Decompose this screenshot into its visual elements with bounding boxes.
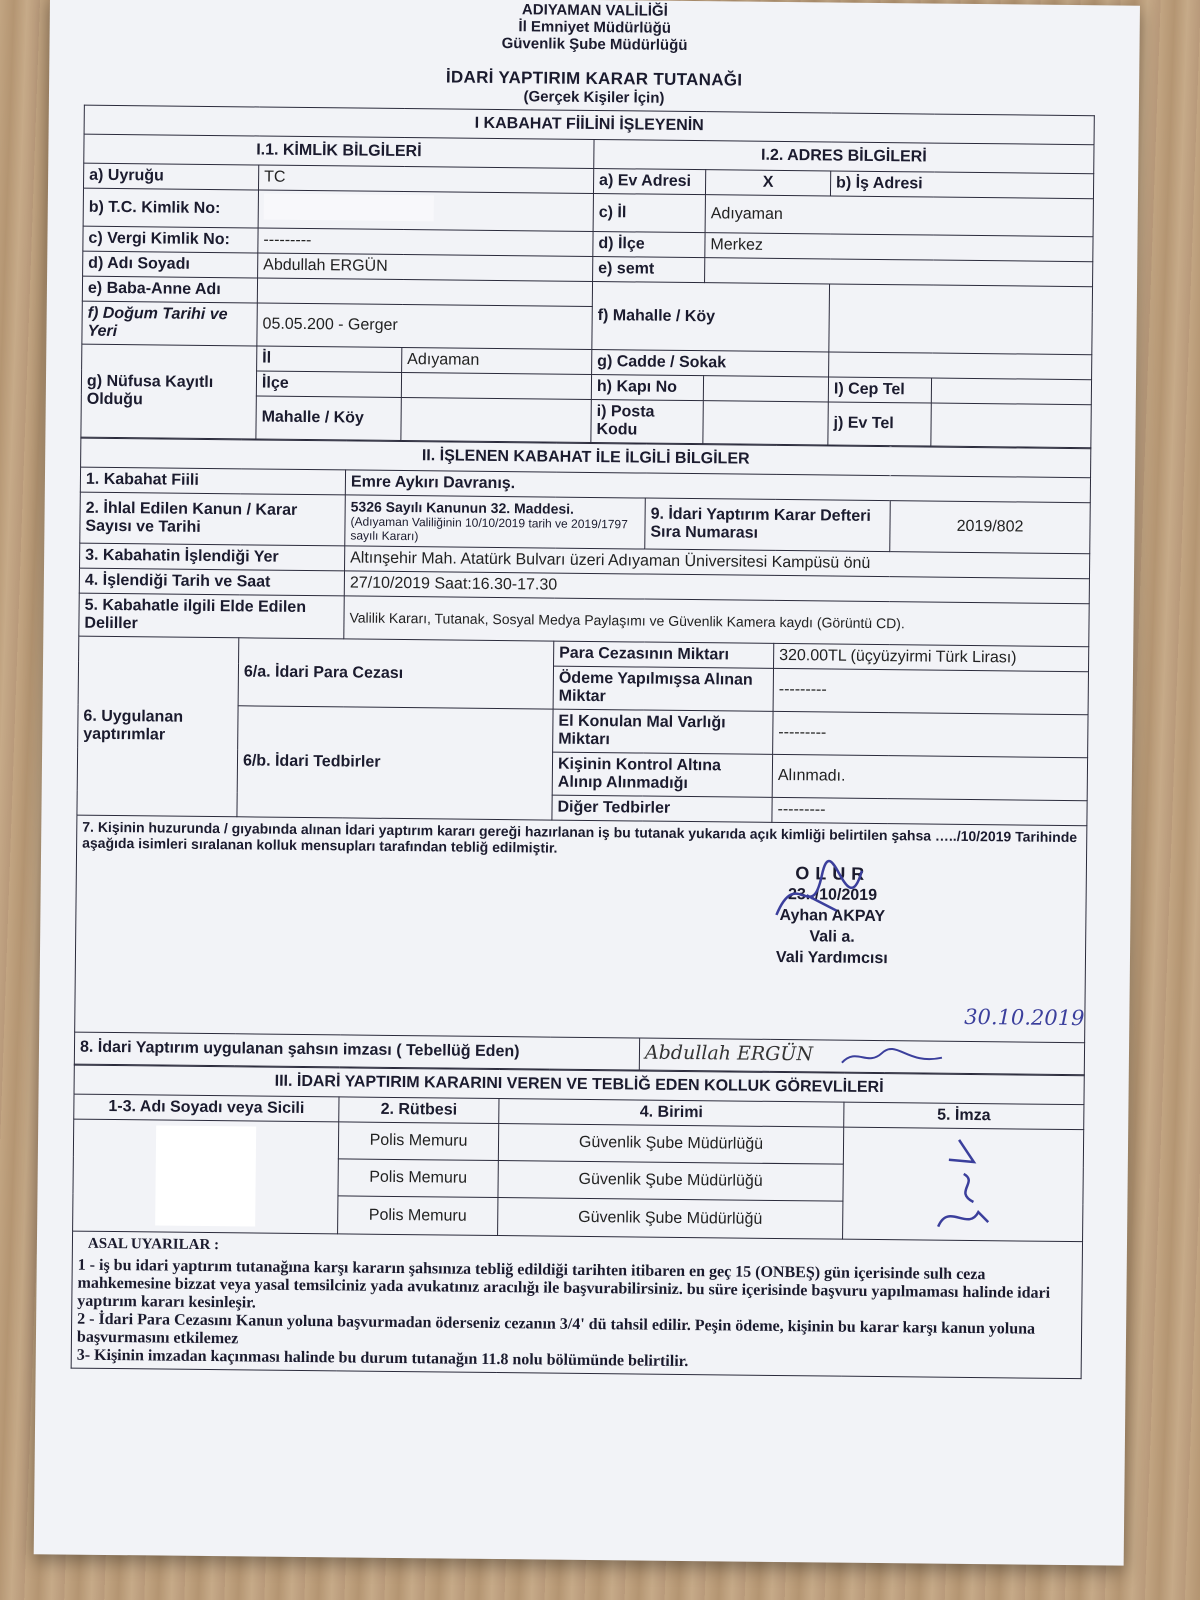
- province-value: Adıyaman: [705, 195, 1093, 237]
- warning-item: 1 - iş bu idari yaptırım tutanağına karşı kararın şahsınıza tebliğ edildiği tarihten itibaren en geç 15 (ONBEŞ) gün içerisinde sulh ceza mahkemesine bizzat veya yasal temsilciniz yada avukatınız aracılığı ile başvurabilirsiniz. bu süre içerisinde başvuru yapılmaması halinde idari yaptırım kararı kesinleşir.: [77, 1256, 1051, 1312]
- work-address-label: b) İş Adresi: [830, 171, 1093, 199]
- tc-id-value: [258, 190, 593, 232]
- registry-label: g) Nüfusa Kayıtlı Olduğu: [81, 344, 257, 439]
- offence-date-value: 27/10/2019 Saat:16.30-17.30: [344, 571, 1089, 604]
- paid-amount-label: Ödeme Yapılmışsa Alınan Miktar: [553, 666, 773, 711]
- registry-district-label: İlçe: [256, 371, 401, 398]
- officer-unit-header: 4. Birimi: [499, 1098, 844, 1127]
- registry-province-value: Adıyaman: [402, 347, 592, 374]
- document-subtitle: (Gerçek Kişiler İçin): [523, 88, 665, 107]
- other-measures-value: ---------: [772, 797, 1087, 825]
- officer-signature-marks: [918, 1131, 1009, 1232]
- law-cell: [345, 495, 646, 549]
- postal-code-label: i) Posta Kodu: [591, 399, 703, 443]
- mobile-phone-value: [931, 378, 1091, 405]
- custody-value: Alınmadı.: [772, 754, 1088, 800]
- officer-rank-header: 2. Rütbesi: [339, 1097, 499, 1124]
- registry-province-label: İl: [257, 346, 402, 373]
- officer-unit: Güvenlik Şube Müdürlüğü: [498, 1123, 843, 1164]
- approval-stamp: [776, 863, 889, 969]
- approval-name: Ayhan AKPAY: [779, 906, 886, 926]
- officer-signature-header: 5. İmza: [844, 1102, 1084, 1130]
- officer-name-header: 1-3. Adı Soyadı veya Sicili: [74, 1094, 339, 1122]
- fine-label: 6/a. İdari Para Cezası: [238, 638, 554, 709]
- home-phone-value: [931, 403, 1092, 448]
- tc-id-label: b) T.C. Kimlik No:: [83, 188, 258, 228]
- officer-rank: Polis Memuru: [338, 1196, 498, 1235]
- address-title: I.2. ADRES BİLGİLERİ: [594, 139, 1094, 173]
- full-name-value: Abdullah ERGÜN: [258, 253, 593, 282]
- offence-place-value: Altınşehir Mah. Atatürk Bulvarı üzeri Adıyaman Üniversitesi Kampüsü önü: [345, 546, 1090, 579]
- seized-assets-label: El Konulan Mal Varlığı Miktarı: [553, 709, 773, 754]
- birth-label: f) Doğum Tarihi ve Yeri: [82, 301, 257, 346]
- district-value: Merkez: [705, 233, 1093, 262]
- birth-value: 05.05.200 - Gerger: [257, 303, 592, 350]
- paid-amount-value: ---------: [773, 668, 1089, 714]
- notification-text: 7. Kişinin huzurunda / gıyabında alınan İdari yaptırım kararı gereği hazırlanan iş bu tutanak yukarıda açık kimliği belirtilen şahsa …../10/2019 Tarihinde aşağıda isimleri sıralanan kolluk mensupları tarafından tebliğ edilmiştir.: [82, 818, 1078, 856]
- street-label: g) Cadde / Sokak: [592, 349, 829, 376]
- home-address-mark: X: [705, 170, 830, 196]
- receiver-signature: [837, 1044, 947, 1069]
- custody-label: Kişinin Kontrol Altına Alınıp Alınmadığı: [552, 752, 772, 797]
- officer-unit: Güvenlik Şube Müdürlüğü: [498, 1198, 843, 1239]
- approval-title: Vali Yardımcısı: [775, 948, 888, 968]
- receiver-signature-cell: [639, 1038, 1084, 1074]
- offence-value: Emre Aykırı Davranış.: [345, 470, 1090, 503]
- approval-date: 23../10/2019: [787, 886, 878, 905]
- header-security-branch: Güvenlik Şube Müdürlüğü: [501, 35, 688, 54]
- officer-rank: Polis Memuru: [338, 1122, 498, 1161]
- section-2-title: II. İŞLENEN KABAHAT İLE İLGİLİ BİLGİLER: [81, 438, 1091, 478]
- evidence-value: Valilik Kararı, Tutanak, Sosyal Medya Paylaşımı ve Güvenlik Kamera kaydı (Görüntü CD).: [344, 596, 1089, 647]
- mahalle-label: f) Mahalle / Köy: [592, 281, 830, 351]
- other-measures-label: Diğer Tedbirler: [552, 795, 772, 822]
- registry-mahalle-label: Mahalle / Köy: [256, 396, 401, 441]
- fine-amount-label: Para Cezasının Miktarı: [554, 641, 774, 668]
- officer-rank: Polis Memuru: [338, 1159, 498, 1198]
- parents-value: [257, 278, 592, 307]
- section-3-table: [71, 1064, 1085, 1379]
- measures-label: 6/b. İdari Tedbirler: [237, 706, 553, 820]
- document-header: [49, 0, 1140, 112]
- redacted-block: [155, 1126, 256, 1227]
- seized-assets-value: ---------: [773, 711, 1089, 757]
- tax-id-value: ---------: [258, 228, 593, 257]
- mahalle-value: [829, 284, 1093, 355]
- law-label: 2. İhlal Edilen Kanun / Karar Sayısı ve Tarihi: [80, 492, 346, 546]
- postal-code-value: [703, 401, 828, 445]
- neighbourhood-semt-label: e) semt: [593, 256, 705, 282]
- receiver-signature-label: 8. İdari Yaptırım uygulanan şahsın imzası ( Tebellüğ Eden): [74, 1032, 639, 1070]
- home-phone-label: j) Ev Tel: [828, 402, 931, 446]
- officer-unit: Güvenlik Şube Müdürlüğü: [498, 1161, 843, 1202]
- receiver-signature-name: Abdullah ERGÜN: [644, 1041, 814, 1066]
- document-page: [34, 0, 1140, 1566]
- offence-label: 1. Kabahat Fiili: [80, 467, 345, 495]
- warnings-box: [71, 1231, 1082, 1379]
- evidence-label: 5. Kabahatle ilgili Elde Edilen Deliller: [79, 593, 344, 639]
- nationality-label: a) Uyruğu: [84, 163, 259, 190]
- street-value: [829, 352, 1092, 380]
- approval-role: Vali a.: [809, 928, 855, 946]
- approval-word: OLUR: [795, 863, 871, 884]
- district-label: d) İlçe: [593, 231, 705, 257]
- notification-cell: [75, 815, 1087, 1043]
- section-1-title: I KABAHAT FİİLİNİ İŞLEYENİN: [84, 105, 1094, 145]
- mobile-phone-label: I) Cep Tel: [828, 377, 931, 403]
- province-label: c) İl: [593, 193, 705, 232]
- home-address-label: a) Ev Adresi: [593, 168, 705, 194]
- warnings-title: ASAL UYARILAR :: [87, 1235, 220, 1253]
- offence-place-label: 3. Kabahatin İşlendiği Yer: [80, 543, 345, 571]
- fine-amount-value: 320.00TL (üçyüzyirmi Türk Lirası): [774, 643, 1089, 671]
- sanctions-label: 6. Uygulanan yaptırımlar: [77, 636, 239, 817]
- tax-id-label: c) Vergi Kimlik No:: [83, 226, 258, 253]
- law-value: 5326 Sayılı Kanunun 32. Maddesi.: [350, 498, 575, 517]
- warning-item: 2 - İdari Para Cezasını Kanun yoluna başvurmadan öderseniz cezanın 3/4' dü tahsil edilir. Peşin ödeme, kişinin bu karar karşı kanun yoluna başvurmasını etkilemez: [76, 1310, 1036, 1348]
- law-note: (Adıyaman Valiliğinin 10/10/2019 tarih ve 2019/1797 sayılı Kararı): [350, 514, 628, 544]
- officer-signatures: [843, 1127, 1084, 1242]
- officer-names-redacted: [73, 1119, 339, 1234]
- full-name-label: d) Adı Soyadı: [83, 251, 258, 278]
- document-title: İDARİ YAPTIRIM KARAR TUTANAĞI: [445, 67, 743, 90]
- section-1-table: [80, 105, 1095, 449]
- redacted-block: [264, 194, 434, 222]
- warning-item: 3- Kişinin imzadan kaçınması halinde bu durum tutanağın 11.8 nolu bölümünde belirtilir.: [76, 1346, 689, 1370]
- identity-title: I.1. KİMLİK BİLGİLERİ: [84, 134, 594, 168]
- approval-signature: [766, 855, 877, 936]
- registry-district-value: [401, 372, 591, 399]
- offence-date-label: 4. İşlendiği Tarih ve Saat: [79, 568, 344, 596]
- nationality-value: TC: [258, 165, 593, 194]
- handwritten-date: 30.10.2019: [964, 1004, 1085, 1031]
- header-police-directorate: İl Emniyet Müdürlüğü: [518, 18, 672, 37]
- decision-book-value: 2019/802: [890, 501, 1091, 554]
- door-number-label: h) Kapı No: [591, 374, 703, 400]
- decision-book-label: 9. İdari Yaptırım Karar Defteri Sıra Numarası: [645, 498, 891, 552]
- registry-mahalle-value: [401, 397, 591, 442]
- section-3-title: III. İDARİ YAPTIRIM KARARINI VEREN VE TEBLİĞ EDEN KOLLUK GÖREVLİLERİ: [74, 1065, 1084, 1105]
- section-2-table: [74, 438, 1092, 1075]
- parents-label: e) Baba-Anne Adı: [82, 276, 257, 303]
- header-governorship: ADIYAMAN VALİLİĞİ: [521, 1, 668, 20]
- door-number-value: [703, 376, 828, 402]
